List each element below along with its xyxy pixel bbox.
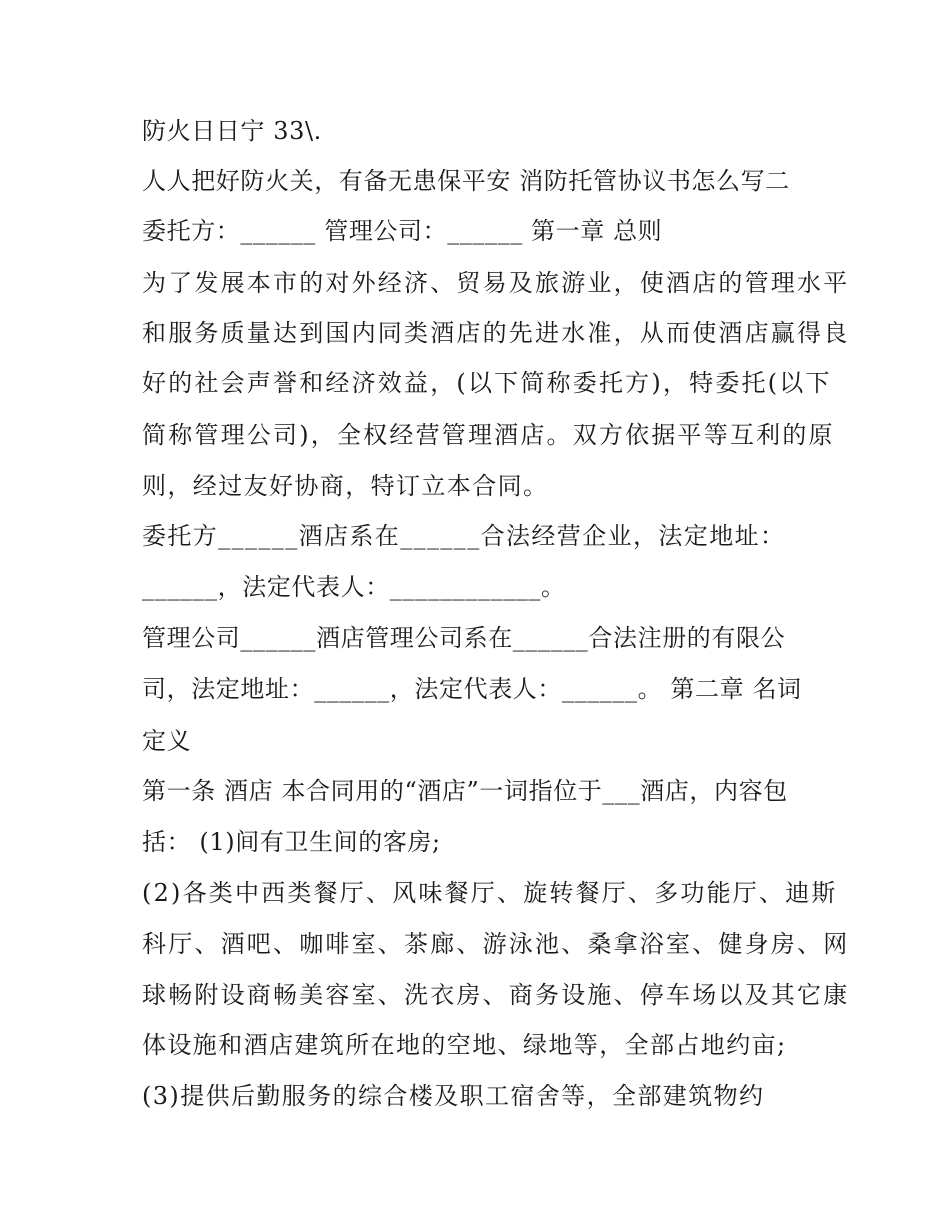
text-line-8: 则，经过友好协商，特订立本合同。 [142, 472, 549, 500]
text-line-10: ______，法定代表人：____________。 [142, 573, 566, 601]
text-line-6: 好的社会声誉和经济效益，(以下简称委托方)，特委托(以下 [142, 369, 832, 397]
text-line-13: 定义 [142, 727, 192, 755]
text-line-3: 委托方：______ 管理公司：______ 第一章 总则 [142, 217, 663, 245]
text-line-19: 体设施和酒店建筑所在地的空地、绿地等，全部占地约亩; [142, 1031, 787, 1059]
text-line-20: (3)提供后勤服务的综合楼及职工宿舍等，全部建筑物约 [142, 1082, 765, 1110]
text-line-11: 管理公司______酒店管理公司系在______合法注册的有限公 [142, 624, 786, 652]
text-line-12: 司，法定地址：______，法定代表人：______。 第二章 名词 [142, 675, 802, 703]
text-line-15: 括： (1)间有卫生间的客房; [142, 828, 441, 856]
text-line-5: 和服务质量达到国内同类酒店的先进水准，从而使酒店赢得良 [142, 319, 850, 347]
text-line-1: 防火日日宁 33\. [142, 117, 322, 145]
text-line-7: 简称管理公司)，全权经营管理酒店。双方依据平等互利的原 [142, 421, 835, 449]
text-line-4: 为了发展本市的对外经济、贸易及旅游业，使酒店的管理水平 [142, 269, 850, 297]
text-line-17: 科厅、酒吧、咖啡室、茶廊、游泳池、桑拿浴室、健身房、网 [142, 930, 850, 958]
text-line-9: 委托方______酒店系在______合法经营企业，法定地址： [142, 522, 786, 550]
text-line-16: (2)各类中西类餐厅、风味餐厅、旋转餐厅、多功能厅、迪斯 [142, 879, 838, 907]
text-line-14: 第一条 酒店 本合同用的“酒店”一词指位于___酒店，内容包 [142, 777, 788, 805]
text-line-2: 人人把好防火关，有备无患保平安 消防托管协议书怎么写二 [142, 167, 790, 195]
text-line-18: 球畅附设商畅美容室、洗衣房、商务设施、停车场以及其它康 [142, 981, 850, 1009]
